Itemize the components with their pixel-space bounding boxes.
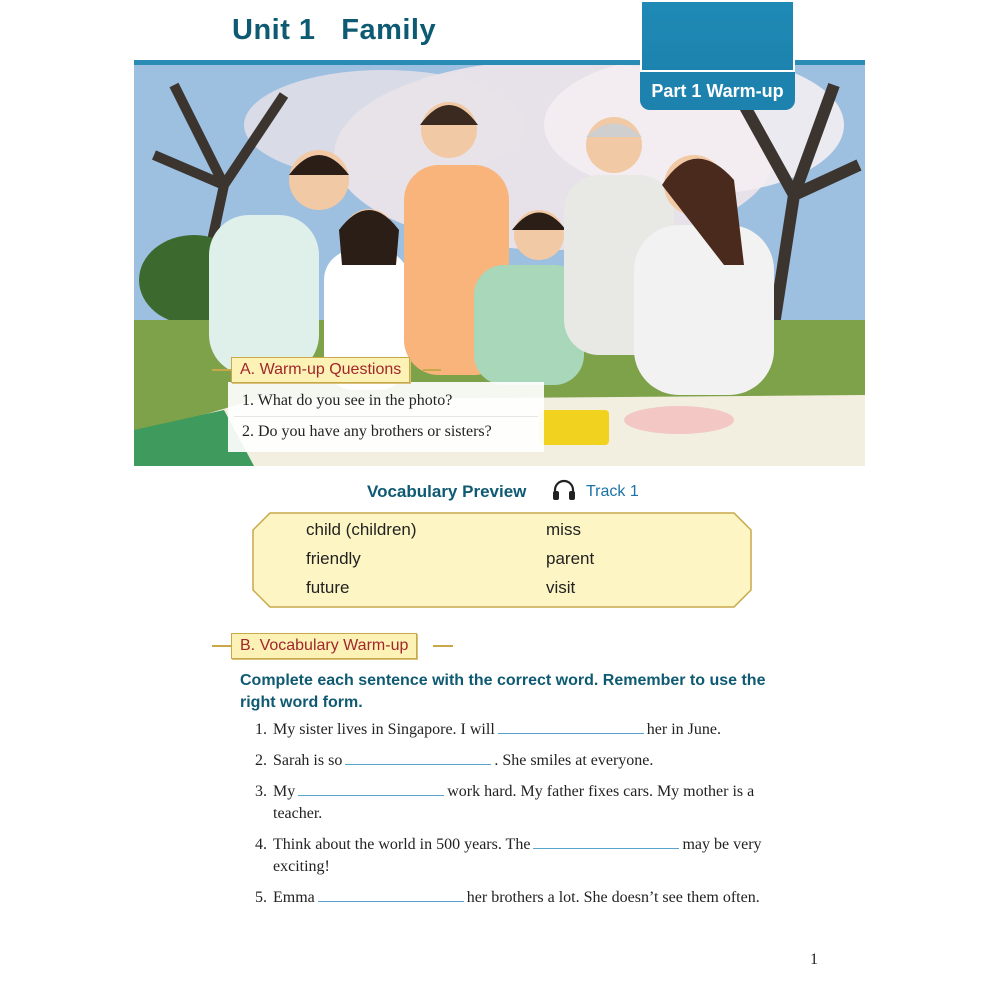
vocabulary-preview-title: Vocabulary Preview bbox=[367, 482, 527, 501]
exercise-number: 2. bbox=[255, 752, 267, 769]
vocabulary-word: parent bbox=[546, 549, 595, 568]
exercise-text: . She smiles at everyone. bbox=[494, 752, 654, 769]
vocabulary-word: future bbox=[306, 578, 350, 597]
exercise-text: Sarah is so bbox=[273, 752, 343, 769]
unit-title: Unit 1 Family bbox=[232, 14, 437, 46]
vocabulary-warmup-section-label: B. Vocabulary Warm-up bbox=[231, 633, 417, 659]
warmup-questions-divider bbox=[234, 416, 538, 417]
exercise-number: 5. bbox=[255, 889, 267, 906]
exercise-number: 4. bbox=[255, 836, 267, 853]
vocabulary-word: child (children) bbox=[306, 520, 417, 539]
section-rule bbox=[212, 369, 231, 371]
section-rule bbox=[433, 645, 453, 647]
section-rule bbox=[423, 369, 441, 371]
vocabulary-word: visit bbox=[546, 578, 576, 597]
warmup-question: 1. What do you see in the photo? bbox=[242, 392, 453, 409]
section-rule bbox=[212, 645, 231, 647]
exercise-text: My bbox=[273, 783, 296, 800]
answer-blank[interactable] bbox=[318, 887, 464, 902]
answer-blank[interactable] bbox=[345, 750, 491, 765]
exercise-text: her in June. bbox=[646, 721, 721, 738]
exercise-text: work hard. My father fixes cars. My mother is a teacher. bbox=[273, 783, 755, 822]
vocabulary-word: miss bbox=[546, 520, 581, 539]
exercise-text: her brothers a lot. She doesn’t see them often. bbox=[466, 889, 760, 906]
exercise-text: Think about the world in 500 years. The bbox=[273, 836, 531, 853]
exercise-text: My sister lives in Singapore. I will bbox=[273, 721, 495, 738]
page-number: 1 bbox=[810, 951, 818, 968]
exercise-text: may be very exciting! bbox=[273, 836, 762, 875]
answer-blank[interactable] bbox=[498, 719, 644, 734]
answer-blank[interactable] bbox=[298, 781, 444, 796]
exercise-number: 1. bbox=[255, 721, 267, 738]
warmup-question: 2. Do you have any brothers or sisters? bbox=[242, 423, 492, 440]
warmup-section-label: A. Warm-up Questions bbox=[231, 357, 410, 383]
vocabulary-word: friendly bbox=[306, 549, 361, 568]
answer-blank[interactable] bbox=[533, 834, 679, 849]
exercise-instructions: Complete each sentence with the correct word. Remember to use the right word form. bbox=[240, 672, 766, 711]
exercise-text: Emma bbox=[273, 889, 315, 906]
headphones-icon[interactable] bbox=[552, 479, 576, 501]
audio-track-label[interactable]: Track 1 bbox=[586, 483, 639, 500]
exercise-number: 3. bbox=[255, 783, 267, 800]
part-tab-label: Part 1 Warm-up bbox=[640, 70, 795, 110]
